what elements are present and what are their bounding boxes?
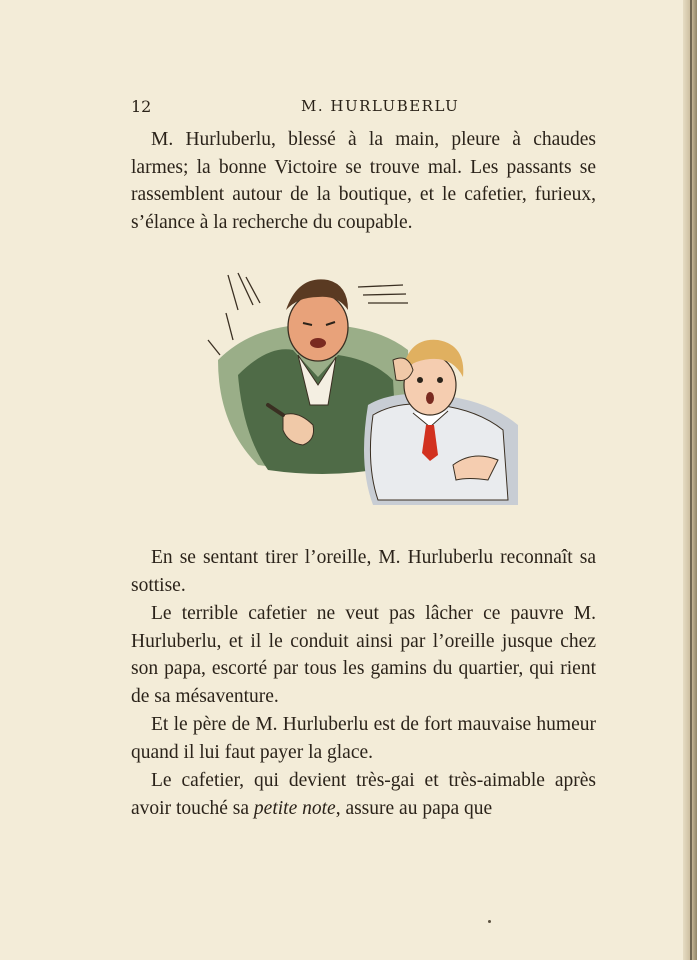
paper-speck xyxy=(488,920,491,923)
paragraph xyxy=(131,767,596,822)
spine-edge xyxy=(690,0,692,960)
text-block-top xyxy=(131,126,596,236)
illustration-cafetier-and-boy xyxy=(198,265,522,510)
paragraph: En se sentant tirer l’oreille, M. Hurluberlu reconnaît sa sottise. xyxy=(131,547,596,596)
page-number: 12 xyxy=(131,97,152,116)
page-header xyxy=(131,97,596,119)
paragraph-text: Le cafetier, qui devient très-gai et très-aimable après avoir touché sa xyxy=(131,770,596,819)
paragraph-text: , assure au papa que xyxy=(335,797,493,819)
running-title: M. HURLUBERLU xyxy=(301,97,460,115)
paragraph: Le terrible cafetier ne veut pas lâcher ce pauvre M. Hurluberlu, et il le conduit ainsi par l’oreille jusque chez son papa, escorté par tous les gamins du quartier, qui rient de sa mésaventure. xyxy=(131,603,596,707)
paragraph: M. Hurluberlu, blessé à la main, pleure à chaudes larmes; la bonne Victoire se trouve mal. Les passants se rassemblent autour de la boutique, et le cafetier, furieux, s’élance à la recherche du coupable. xyxy=(131,129,596,233)
paragraph: Et le père de M. Hurluberlu est de fort mauvaise humeur quand il lui faut payer la glace. xyxy=(131,714,596,763)
italic-phrase: petite note xyxy=(253,797,336,819)
text-block-bottom xyxy=(131,544,596,822)
